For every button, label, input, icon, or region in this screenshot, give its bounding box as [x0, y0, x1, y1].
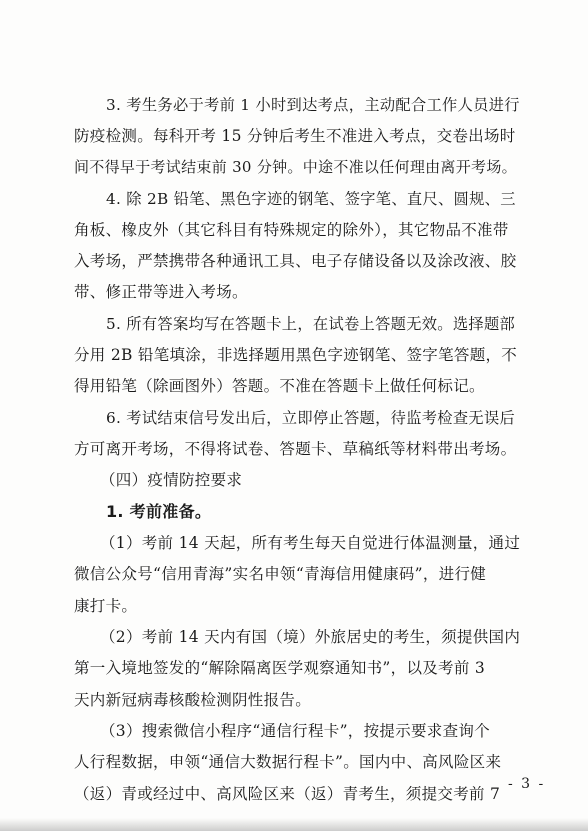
- paragraph-line: 3. 考生务必于考前 1 小时到达考点，主动配合工作人员进行: [106, 96, 520, 114]
- paragraph-line: （2）考前 14 天内有国（境）外旅居史的考生，须提供国内: [100, 628, 521, 646]
- scan-edge-shadow: [0, 818, 588, 831]
- paragraph-line: 4. 除 2B 铅笔、黑色字迹的钢笔、签字笔、直尺、圆规、三: [106, 190, 516, 208]
- subsection-heading: 1. 考前准备。: [106, 502, 212, 521]
- paragraph-line: 间不得早于考试结束前 30 分钟。中途不准以任何理由离开考场。: [74, 158, 517, 176]
- paragraph-line: 得用铅笔（除画图外）答题。不准在答题卡上做任何标记。: [74, 377, 485, 395]
- paragraph-line: 分用 2B 铅笔填涂，非选择题用黑色字迹钢笔、签字笔答题，不: [74, 346, 518, 364]
- paragraph-line: 角板、橡皮外（其它科目有特殊规定的除外），其它物品不准带: [74, 221, 509, 239]
- page-number: - 3 -: [508, 776, 546, 792]
- paragraph-line: 康打卡。: [74, 597, 138, 615]
- paragraph-line: 天内新冠病毒核酸检测阴性报告。: [74, 691, 312, 709]
- paragraph-line: 5. 所有答案均写在答题卡上，在试卷上答题无效。选择题部: [106, 315, 516, 333]
- paragraph-line: 带、修正带等进入考场。: [74, 283, 248, 301]
- paragraph-line: 微信公众号“信用青海”实名申领“青海信用健康码”，进行健: [74, 565, 487, 583]
- paragraph-line: 防疫检测。每科开考 15 分钟后考生不准进入考点，交卷出场时: [74, 127, 516, 145]
- paragraph-line: 入考场，严禁携带各种通讯工具、电子存储设备以及涂改液、胶: [74, 252, 517, 270]
- paragraph-line: 方可离开考场，不得将试卷、答题卡、草稿纸等材料带出考场。: [74, 440, 517, 458]
- paragraph-line: 第一入境地签发的“解除隔离医学观察通知书”，以及考前 3: [74, 659, 486, 677]
- paragraph-line: 人行程数据，申领“通信大数据行程卡”。国内中、高风险区来: [74, 753, 502, 771]
- paragraph-line: （返）青或经过中、高风险区来（返）青考生，须提交考前 7: [74, 785, 501, 803]
- paragraph-line: 6. 考试结束信号发出后，立即停止答题，待监考检查无误后: [106, 409, 516, 427]
- paragraph-line: （1）考前 14 天起，所有考生每天自觉进行体温测量，通过: [100, 534, 521, 552]
- paragraph-line: （3）搜索微信小程序“通信行程卡”，按提示要求查询个: [100, 722, 491, 740]
- section-heading: （四）疫情防控要求: [100, 471, 243, 489]
